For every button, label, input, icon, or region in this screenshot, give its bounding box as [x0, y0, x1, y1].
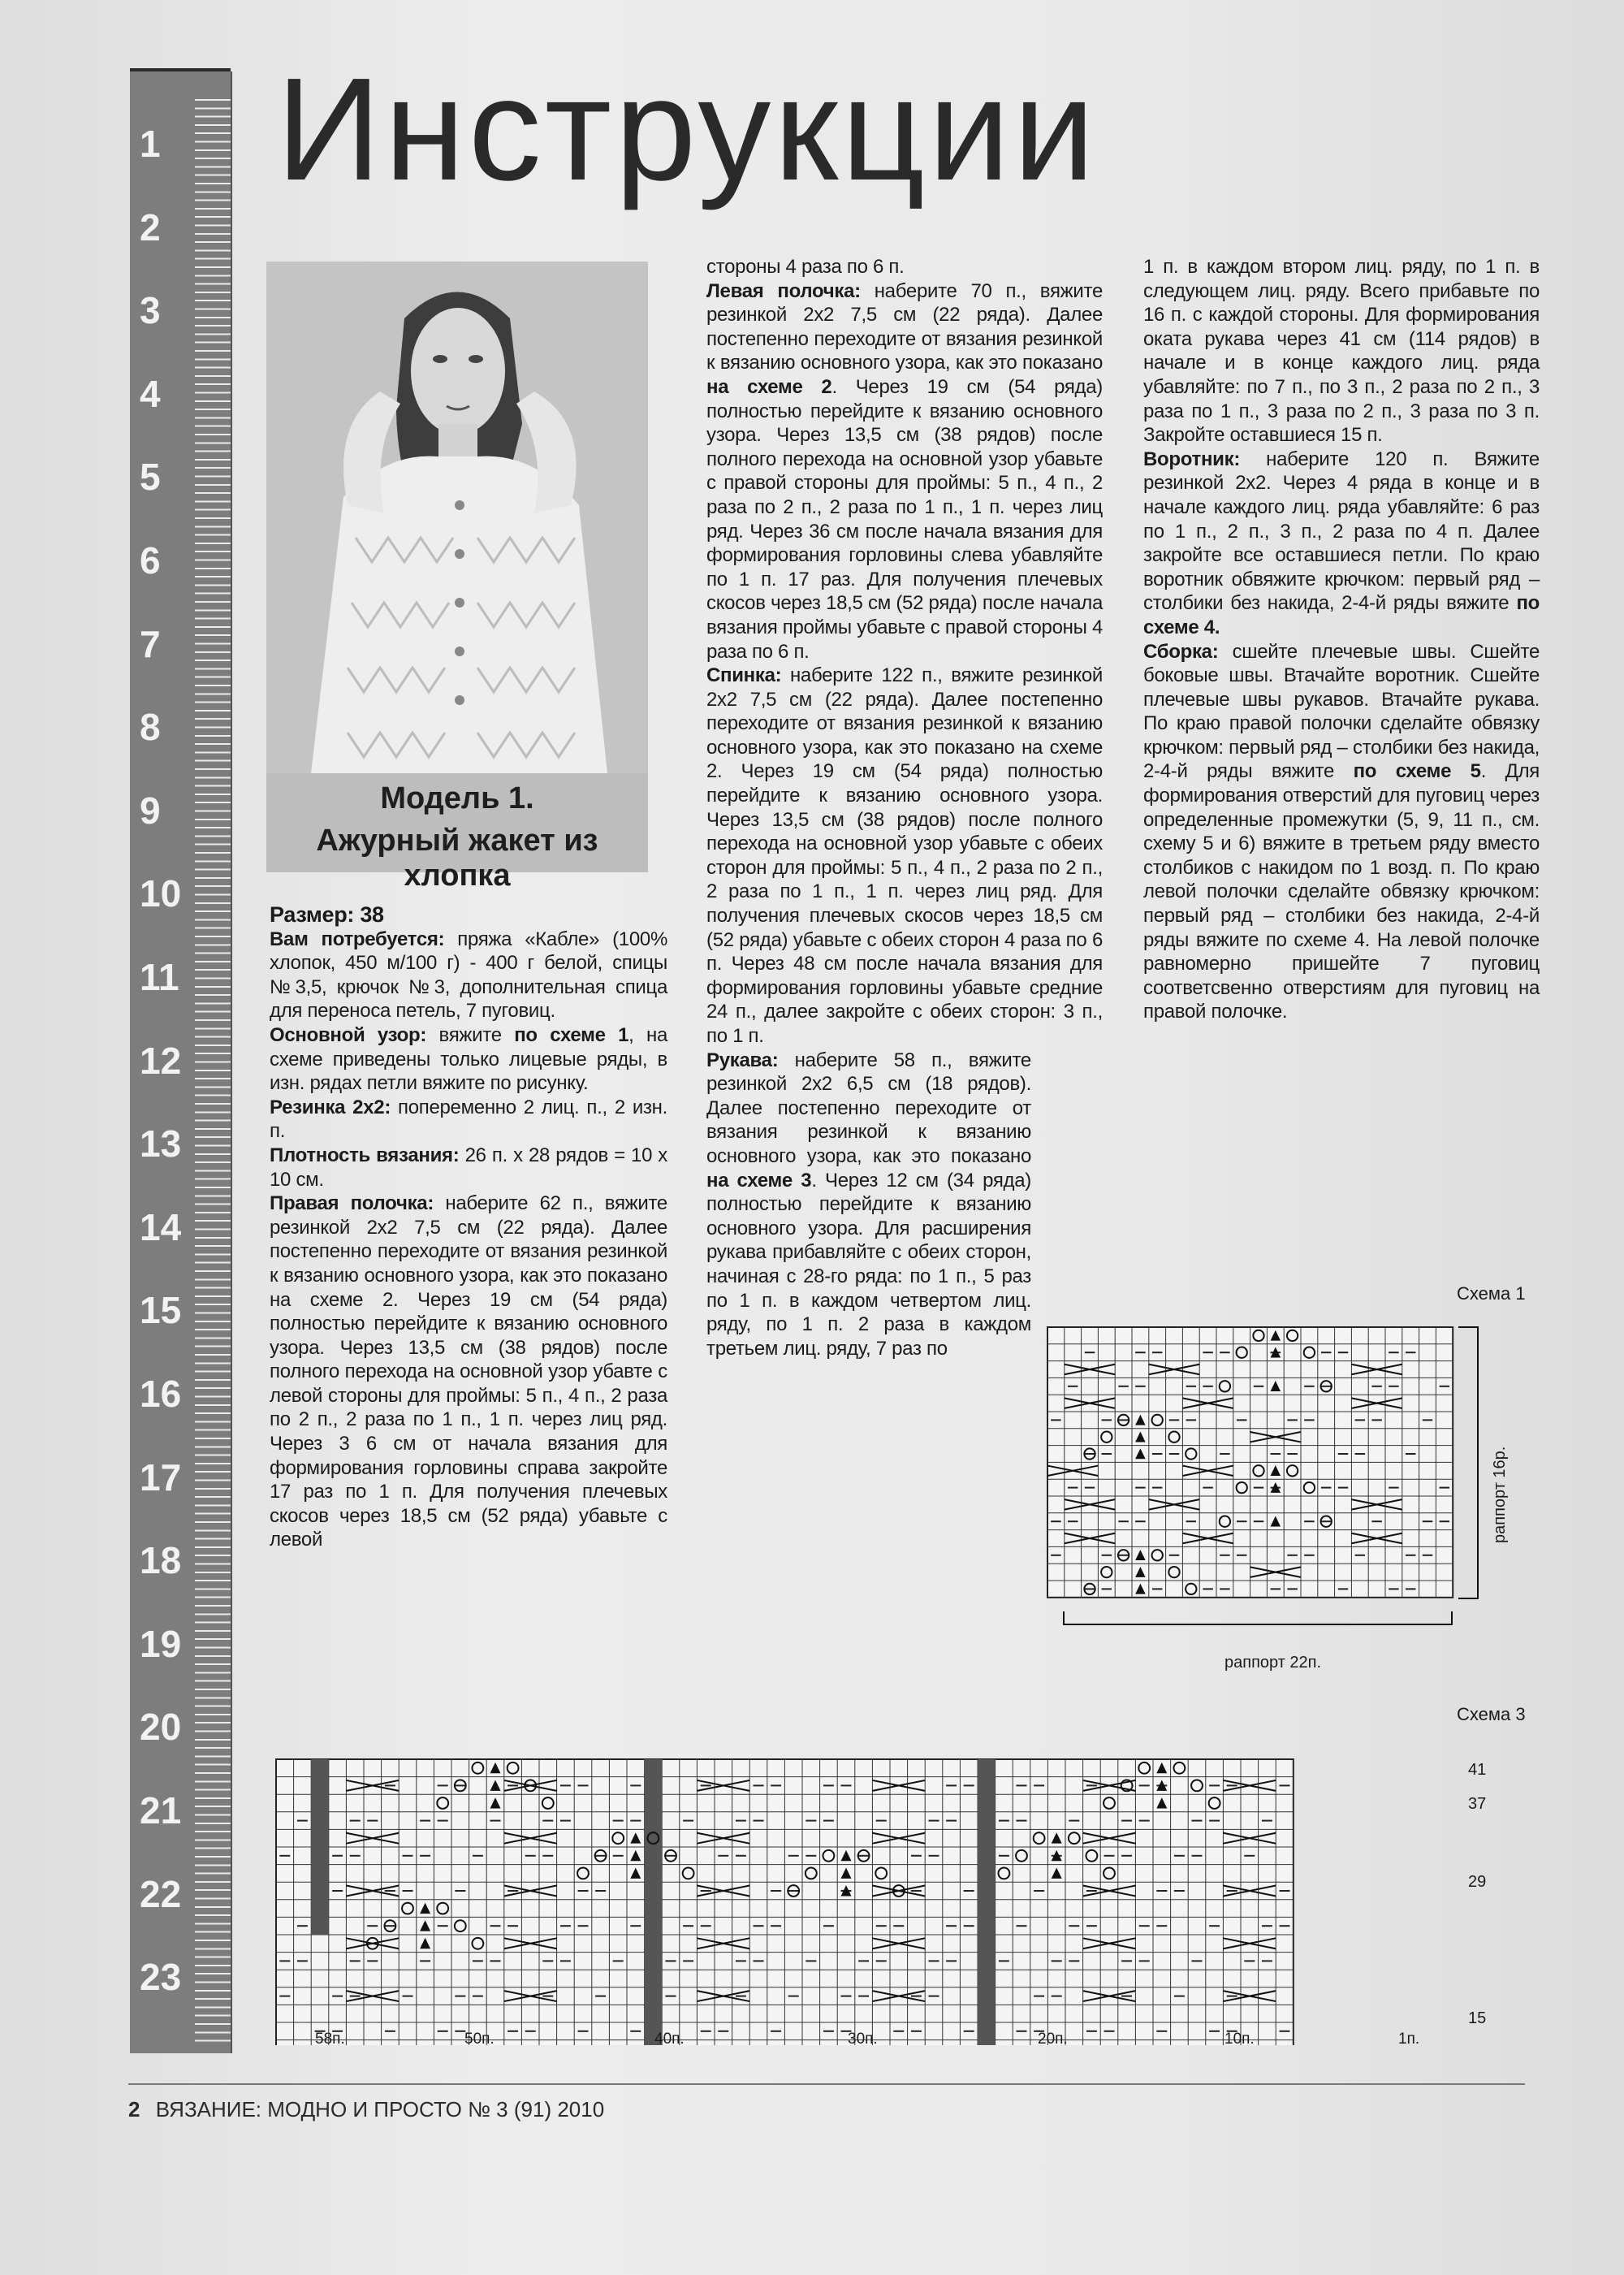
column3-continuation: 1 п. в каждом втором лиц. ряду, по 1 п. в следующем лиц. ряду. Всего прибавьте по 16 п. с каждой стороны. Для формирования оката рукава через 41 см (114 рядов) в начале и в конце каждого лиц. ряда убавляйте: по 7 п., по 3 п., 2 раза по 2 п., 3 раза по 1 п., 3 раза по 2 п., 3 раза по 3 п. Закройте оставшиеся 15 п. — [1143, 256, 1540, 447]
sleeve-scheme: на схеме 3 — [706, 1169, 812, 1192]
assembly-text-cont: . Для формирования отверстий для пуговиц через определенные промежутки (5, 9, 11 п., см. схему 5 и 6) вяжите в третьем ряду вместо столбиков с накидом по 1 возд. п. По краю левой полочки сделайте обвязку крючком: первый ряд – столбики без накида, 2-4-й ряды вяжите по схеме 4. На левой полочке равномерно пришейте 7 пуговиц соответсвенно отверстиям для пуговиц на правой полочке. — [1143, 760, 1540, 1023]
ruler-number: 14 — [140, 1205, 182, 1248]
no-stitch-cell — [311, 1759, 329, 1935]
page-title: Инструкции — [276, 48, 1099, 211]
sleeve-text-cont: . Через 12 см (34 ряда) полностью перейдите к вязанию основного узора. Для расширения рукава прибавляйте с обеих сторон, начиная с 28-го ряда: по 1 п., 5 раз по 1 п. в каждом четвертом лиц. ряду, по 1 п. 2 раза в каждом третьем лиц. ряду, 7 раз по — [706, 1169, 1031, 1360]
column-1 — [270, 903, 667, 1552]
assembly-label: Сборка: — [1143, 640, 1219, 663]
column-2 — [706, 255, 1103, 1360]
scheme1-chart — [1039, 1322, 1527, 1663]
materials-text: пряжа «Кабле» (100% хлопок, 450 м/100 г) - 400 г белой, спицы №3,5, крючок №3, дополнительная спица для переноса петель, 7 пуговиц. — [270, 928, 667, 1023]
right-front-text: наберите 62 п., вяжите резинкой 2х2 7,5 см (22 ряда). Далее постепенно переходите от вязания резинкой к вязанию основного узора, как это показано на схеме 2. Через 19 см (54 ряда) полностью перейдите к вязанию основного узора. Через 13,5 см (38 рядов) после полного перехода на основной узор убавте с левой стороны для проймы: 5 п., 4 п., 2 раза по 2 п., 2 раза по 1 п., 1 п. через лиц ряд. Через 3 6 см от начала вязания для формирования горловины справа закройте 17 раз по 1 п. Для получения плечевых скосов через 18,5 см (52 ряда) убавьте с левой — [270, 1192, 667, 1551]
ruler-number: 1 — [140, 123, 161, 165]
rapport-bracket-horizontal — [1064, 1611, 1452, 1624]
main-pattern-label: Основной узор: — [270, 1023, 427, 1046]
ruler-number: 4 — [140, 372, 161, 415]
left-front-text: наберите 70 п., вяжите резинкой 2х2 7,5 см (22 ряда). Далее постепенно переходите от вязания резинкой к вязанию основного узора, как это показано — [706, 279, 1103, 374]
rib-label: Резинка 2х2: — [270, 1096, 391, 1118]
scheme3-row-label: 41 — [1468, 1761, 1487, 1779]
ruler-number: 12 — [140, 1039, 182, 1082]
scheme3-row-label: 37 — [1468, 1795, 1487, 1813]
ruler-number: 3 — [140, 289, 161, 332]
collar-scheme: по схеме 4. — [1143, 592, 1540, 638]
scheme3-column-label: 58п. — [315, 2031, 345, 2048]
scheme1-rapport-horizontal: раппорт 22п. — [1224, 1654, 1322, 1672]
scheme1-title: Схема 1 — [1457, 1283, 1526, 1304]
collar-label: Воротник: — [1143, 448, 1241, 470]
caption-model-name: Ажурный жакет из хлопка — [316, 824, 598, 893]
ruler-number: 16 — [140, 1373, 182, 1415]
scheme3-column-label: 50п. — [464, 2031, 495, 2048]
sleeve-text: наберите 58 п., вяжите резинкой 2х2 6,5 см (18 рядов). Далее постепенно переходите от вязания резинкой к вязанию основного узора, как это показано — [706, 1049, 1031, 1167]
ruler-number: 13 — [140, 1122, 182, 1166]
ruler-number: 18 — [140, 1539, 182, 1582]
main-pattern-text: вяжите — [438, 1023, 502, 1046]
density-label: Плотность вязания: — [270, 1144, 460, 1166]
left-front-text-cont: . Через 19 см (54 ряда) полностью перейдите к вязанию основного узора. Через 13,5 см (38 рядов) после полного перехода на основной узор убавьте с правой стороны для проймы: 5 п., 4 п., 2 раза по 2 п., 2 раза по 1 п., 1 п. через лиц ряд. Через 36 см после начала вязания для формирования горловины слева убавляйте по 1 п. 17 раз. Для получения плечевых скосов через 18,5 см (52 ряда) после начала вязания проймы убавьте с правой стороны 4 раза по 6 п. — [706, 375, 1103, 663]
size-value: 38 — [360, 902, 384, 927]
materials-label: Вам потребуется: — [270, 928, 445, 950]
density-text: 26 п. х 28 рядов = 10 х 10 см. — [270, 1144, 668, 1191]
ruler-number: 15 — [140, 1289, 182, 1332]
magazine-name: ВЯЗАНИЕ: МОДНО И ПРОСТО № 3 (91) 2010 — [155, 2097, 605, 2121]
scheme3-column-label: 30п. — [848, 2031, 878, 2048]
no-stitch-cell — [645, 1759, 663, 2045]
model-photo-image — [266, 262, 648, 773]
scheme1-rapport-vertical: раппорт 16р. — [1491, 1446, 1509, 1543]
main-pattern-text-cont: , на схеме приведены только лицевые ряды, в изн. рядах петли вяжите по рисунку. — [270, 1023, 667, 1095]
sleeve-label: Рукава: — [706, 1049, 779, 1071]
no-stitch-cell — [978, 1759, 996, 2045]
page-number: 2 — [128, 2097, 140, 2121]
ruler-number: 5 — [140, 456, 161, 499]
ruler-number: 8 — [140, 706, 161, 749]
scheme3-column-label: 10п. — [1224, 2031, 1255, 2048]
model-photo — [266, 262, 648, 773]
right-front-label: Правая полочка: — [270, 1192, 434, 1215]
ruler-ticks — [195, 99, 231, 2048]
left-front-label: Левая полочка: — [706, 279, 861, 302]
main-pattern-scheme: по схеме 1 — [514, 1023, 629, 1046]
back-text: наберите 122 п., вяжите резинкой 2х2 7,5 см (22 ряда). Далее постепенно переходите от вязания резинкой к вязанию основного узора, как это показано на схеме 2. Через 19 см (54 ряда) полностью перейдите к вязанию основного узора. Через 13,5 см (38 рядов) после полного перехода на основной узор убавьте с обеих сторон для проймы: 5 п., 4 п., 2 раза по 2 п., 2 раза по 1 п., 1 п. через лиц ряд. Для получения плечевых скосов через 18,5 см (52 ряда) убавьте с обеих сторон 4 раза по 6 п. Через 48 см после начала вязания для формирования горловины убавьте средние 24 п., далее закройте с обеих сторон: 3 п., по 1 п. — [706, 664, 1104, 1047]
assembly-scheme: по схеме 5 — [1353, 760, 1481, 783]
ruler-number: 10 — [140, 872, 182, 915]
ruler-number: 20 — [140, 1706, 182, 1749]
column2-continuation: стороны 4 раза по 6 п. — [706, 256, 905, 278]
scheme3-chart — [268, 1753, 1486, 2045]
caption-model-number: Модель 1. — [380, 781, 534, 815]
column-3 — [1143, 255, 1540, 1024]
rib-text: попеременно 2 лиц. п., 2 изн. п. — [270, 1096, 667, 1143]
ruler-number: 19 — [140, 1622, 182, 1665]
ruler-number: 22 — [140, 1872, 182, 1915]
ruler-number: 6 — [140, 539, 161, 582]
ruler-number: 7 — [140, 622, 161, 665]
left-front-scheme: на схеме 2 — [706, 375, 832, 398]
scheme3-column-label: 1п. — [1398, 2031, 1420, 2048]
back-label: Спинка: — [706, 664, 782, 687]
rapport-bracket-vertical — [1458, 1327, 1478, 1598]
assembly-text: сшейте плечевые швы. Сшейте боковые швы. Втачайте воротник. Сшейте плечевые швы рукавов. Втачайте рукава. По краю правой полочки сделайте обвязку крючком: первый ряд – столбики без накида, 2-4-й ряды вяжите — [1143, 640, 1540, 783]
scheme3-row-label: 15 — [1468, 2009, 1487, 2027]
ruler-number: 21 — [140, 1789, 182, 1832]
ruler-number: 9 — [140, 789, 161, 832]
scheme3-title: Схема 3 — [1457, 1704, 1526, 1724]
ruler-number: 2 — [140, 205, 161, 249]
scheme3-column-label: 20п. — [1038, 2031, 1068, 2048]
page-footer — [128, 2097, 604, 2122]
collar-text: наберите 120 п. Вяжите резинкой 2х2. Через 4 ряда в конце и в начале каждого лиц. ряда убавляйте: 6 раз по 1 п., 2 п., 3 п., 2 раза по 4 п. Далее закройте все оставшиеся петли. По краю воротник обвяжите крючком: первый ряд – столбики без накида, 2-4-й ряды вяжите — [1143, 448, 1540, 615]
size-label: Размер: — [270, 902, 355, 927]
footer-rule — [128, 2083, 1525, 2085]
ruler-number: 11 — [140, 956, 179, 998]
ruler-number: 17 — [140, 1455, 182, 1499]
ruler-number: 23 — [140, 1956, 182, 1999]
scheme3-row-label: 29 — [1468, 1873, 1487, 1891]
scheme3-column-label: 40п. — [654, 2031, 685, 2048]
